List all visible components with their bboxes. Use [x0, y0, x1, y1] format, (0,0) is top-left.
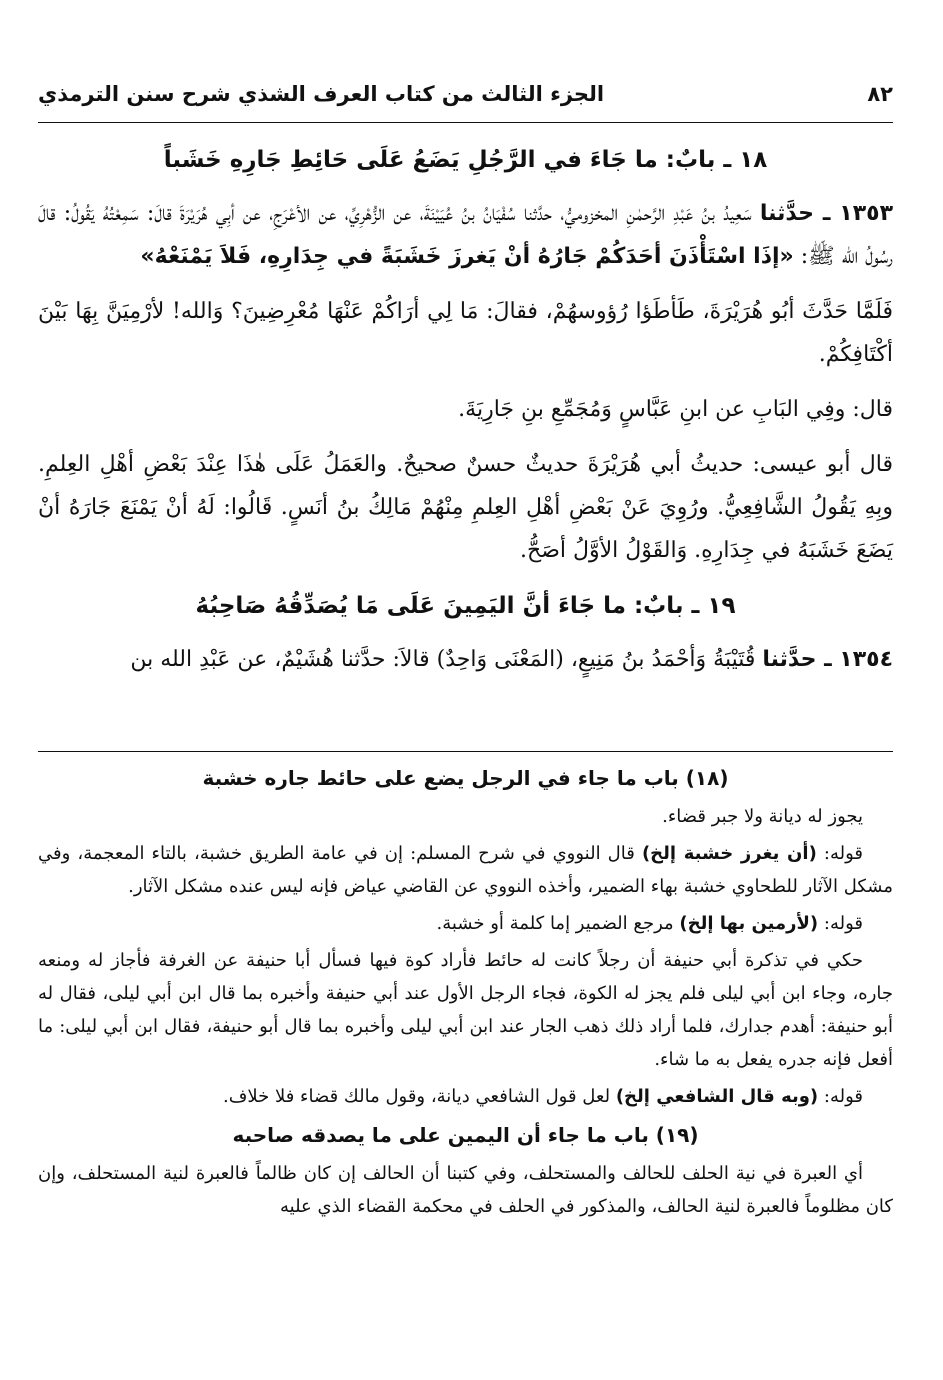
- note-19-para-1: أي العبرة في نية الحلف للحالف والمستحلف، وفي كتبنا أن الحالف إن كان ظالماً فالعبرة لنية المستحلف، وإن كان مظلوماً فالعبرة لنية الحالف، والمذكور في الحلف في محكمة القضاء الذي عليه: [38, 1163, 893, 1217]
- note-19-title: (١٩) باب ما جاء أن اليمين على ما يصدقه صاحبه: [232, 1123, 699, 1147]
- book-title: الجزء الثالث من كتاب العرف الشذي شرح سنن الترمذي: [38, 82, 605, 106]
- chapter-18-related: قال: وفِي البَابِ عن ابنِ عَبَّاسٍ وَمُجَمِّعِ بنِ جَارِيَةَ.: [458, 397, 893, 422]
- chapter-19-title: ١٩ ـ بابٌ: ما جَاءَ أنَّ اليَمِينَ عَلَى مَا يُصَدِّقُهُ صَاحِبُهُ: [195, 593, 736, 619]
- hadith-1353-matn: «إذَا اسْتَأْذَنَ أحَدَكُمْ جَارُهُ أنْ يَغرزَ خَشَبَةً في جِدَارِهِ، فَلاَ يَمْنَعْهُ»: [140, 244, 794, 269]
- book-page: [38, 0, 893, 1380]
- note-18-para-5-text: لعل قول الشافعي ديانة، وقول مالك قضاء فلا خلاف.: [223, 1086, 611, 1107]
- note-18-title: (١٨) باب ما جاء في الرجل يضع على حائط جاره خشبة: [202, 766, 729, 790]
- note-18-para-3: [38, 907, 893, 940]
- note-18-para-3-text: مرجع الضمير إما كلمة أو خشبة.: [436, 913, 674, 934]
- abu-isa-commentary: قال أبو عيسى: حديثُ أبي هُرَيْرَةَ حديثٌ حسنٌ صحيحٌ. والعَمَلُ عَلَى هٰذَا عِنْدَ بَعْضِ أهْلِ العِلمِ. وبِهِ يَقُولُ الشَّافِعِيُّ. ورُوِيَ عَنْ بَعْضِ أهْلِ العِلمِ مِنْهُمْ مَالِكُ بنُ أنَسٍ. قَالُوا: لَهُ أنْ يَمْنَعَ جَارَهُ أنْ يَضَعَ خَشَبَهُ في جِدَارِهِ. وَالقَوْلُ الأوَّلُ أصَحُّ.: [38, 452, 893, 563]
- page-number: ٨٢: [867, 82, 893, 106]
- running-header: [38, 72, 893, 116]
- hadith-1353-number: ١٣٥٣ ـ حدَّثنا: [759, 201, 893, 226]
- hadith-1353-continuation: فَلَمَّا حَدَّثَ أبُو هُرَيْرَةَ، طَأطَؤا رُؤوسهُمْ، فقالَ: مَا لِي أرَاكُمْ عَنْهَا مُعْرِضِينَ؟ وَالله! لأرْمِيَنَّ بِهَا بَيْنَ أكْتَافِكُمْ.: [38, 299, 893, 367]
- notes-divider: [38, 751, 893, 752]
- hadith-1353-isnad: سَعِيدُ بنُ عَبْدِ الرَّحمٰنِ المخزوميُّ، حدَّثنا سُفْيَانُ بنُ عُيَيْنَةَ، عن الزُّهْرِيِّ، عن الأعْرَجِ، عن أبِي هُرَيْرَةَ قالَ: سَمِعْتُهُ يَقُولُ: قالَ رسُولُ الله ﷺ:: [38, 201, 893, 269]
- note-18-para-5: [38, 1080, 893, 1113]
- chapter-18-title: ١٨ ـ بابٌ: ما جَاءَ في الرَّجُلِ يَضَعُ عَلَى حَائِطِ جَارِهِ خَشَباً: [163, 147, 768, 173]
- note-18-para-3-label: قوله:: [823, 913, 863, 934]
- note-18-para-1: يجوز له ديانة ولا جبر قضاء.: [662, 806, 863, 827]
- hadith-1354: [38, 638, 893, 681]
- note-18-para-2: [38, 837, 893, 903]
- note-18-para-5-label: قوله:: [823, 1086, 863, 1107]
- hadith-1354-isnad: قُتَيْبَةُ وَأحْمَدُ بنُ مَنِيعٍ، (المَعْنَى وَاحِدٌ) قالاَ: حدَّثنا هُشَيْمٌ، عن عَبْدِ الله بن: [130, 647, 756, 672]
- note-18-para-3-quote: (لأرمين بها إلخ): [679, 913, 819, 934]
- header-divider: [38, 122, 893, 123]
- note-18-para-5-quote: (وبه قال الشافعي إلخ): [615, 1086, 819, 1107]
- note-18-para-2-label: قوله:: [823, 843, 864, 864]
- hadith-1353: [38, 192, 893, 278]
- commentary-notes: [38, 760, 893, 1227]
- main-text: [38, 138, 893, 693]
- hadith-1354-number: ١٣٥٤ ـ حدَّثنا: [762, 647, 893, 672]
- note-18-para-2-quote: (أن يغرز خشبة إلخ): [641, 843, 817, 864]
- note-18-para-2-text: قال النووي في شرح المسلم: إن في عامة الطريق خشبة، بالتاء المعجمة، وفي مشكل الآثار للطحاوي خشبة بهاء الضمير، وأخذه النووي عن القاضي عياض فإنه ليس عنده مشكل الآثار.: [38, 843, 893, 897]
- note-18-para-4: حكي في تذكرة أبي حنيفة أن رجلاً كانت له حائط فأراد كوة فيها فسأل أبا حنيفة عن الغرفة فأجاز له ومنعه جاره، وجاء ابن أبي ليلى فلم يجز له الكوة، فجاء الرجل الأول عند أبي حنيفة وأخبره بما قال ابن أبي ليلى، فقال له أبو حنيفة: أهدم جدارك، فلما أراد ذلك ذهب الجار عند ابن أبي ليلى وأخبره بما قال أبو حنيفة، فقال ابن أبي ليلى: ما أفعل فإنه جدره يفعل به ما شاء.: [38, 950, 893, 1070]
